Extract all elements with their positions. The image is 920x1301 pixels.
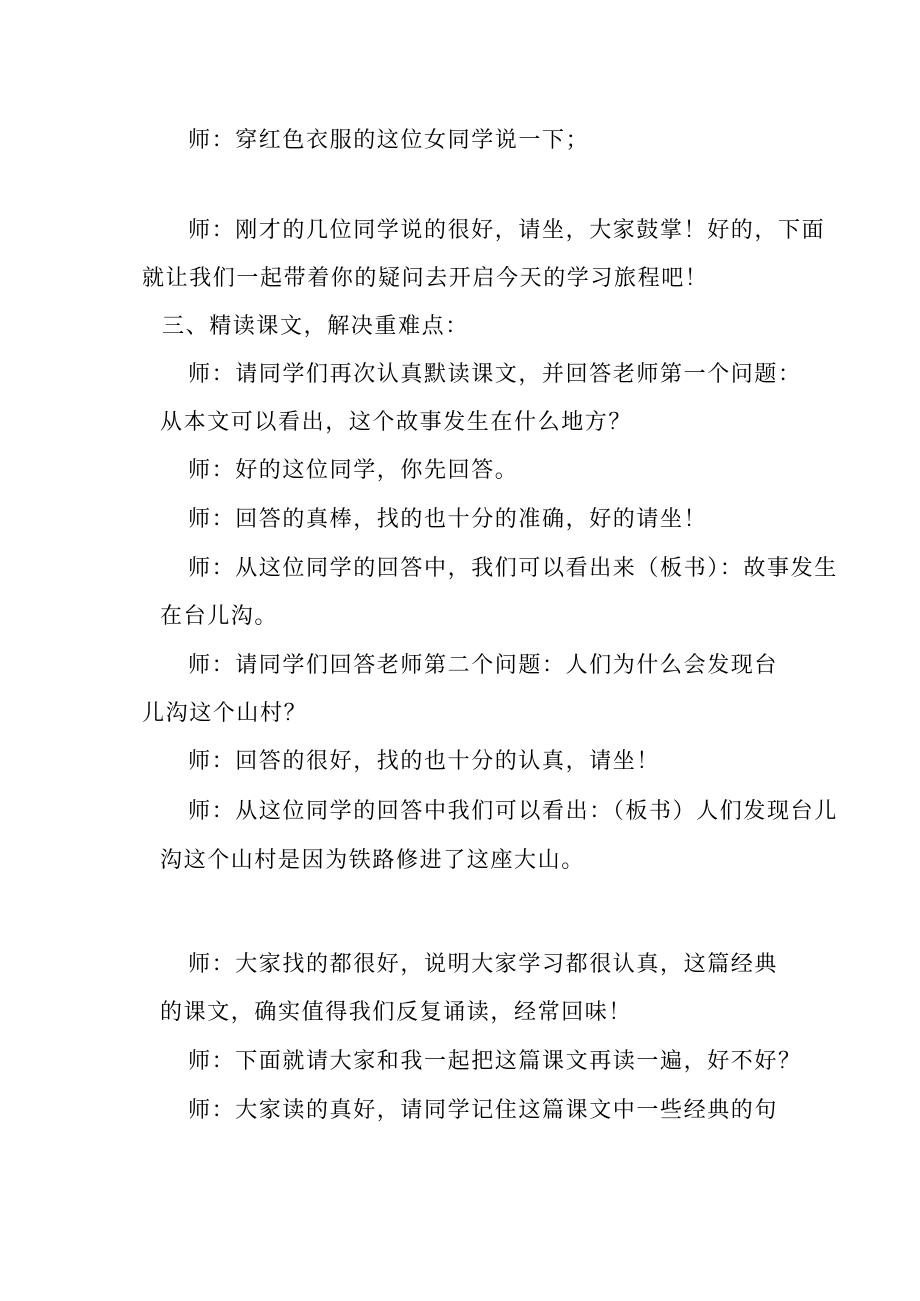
paragraph-line: 师：从这位同学的回答中我们可以看出：（板书）人们发现台儿 [188,799,838,824]
paragraph-line: 从本文可以看出，这个故事发生在什么地方？ [160,410,633,435]
paragraph-line: 儿沟这个山村？ [142,701,308,726]
paragraph-line: 师：从这位同学的回答中，我们可以看出来（板书）：故事发生 [188,556,838,581]
paragraph-line: 师：回答的真棒，找的也十分的准确，好的请坐！ [188,507,708,532]
paragraph-line: 师：穿红色衣服的这位女同学说一下； [188,128,590,153]
paragraph-line: 师：刚才的几位同学说的很好，请坐，大家鼓掌！好的，下面 [188,218,826,243]
paragraph-line: 就让我们一起带着你的疑问去开启今天的学习旅程吧！ [142,266,709,291]
paragraph-line: 师：大家找的都很好，说明大家学习都很认真，这篇经典 [188,952,779,977]
paragraph-line: 师：请同学们回答老师第二个问题：人们为什么会发现台 [188,653,779,678]
paragraph-line: 师：下面就请大家和我一起把这篇课文再读一遍，好不好？ [188,1049,802,1074]
paragraph-line: 的课文，确实值得我们反复诵读，经常回味！ [160,1000,633,1025]
paragraph-line: 师：大家读的真好，请同学记住这篇课文中一些经典的句 [188,1098,779,1123]
paragraph-line: 沟这个山村是因为铁路修进了这座大山。 [160,848,585,873]
paragraph-line: 师：好的这位同学，你先回答。 [188,458,519,483]
paragraph-line: 师：请同学们再次认真默读课文，并回答老师第一个问题： [188,362,802,387]
paragraph-line: 师：回答的很好，找的也十分的认真，请坐！ [188,749,661,774]
section-heading: 三、精读课文，解决重难点： [162,314,469,339]
paragraph-line: 在台儿沟。 [160,604,279,629]
